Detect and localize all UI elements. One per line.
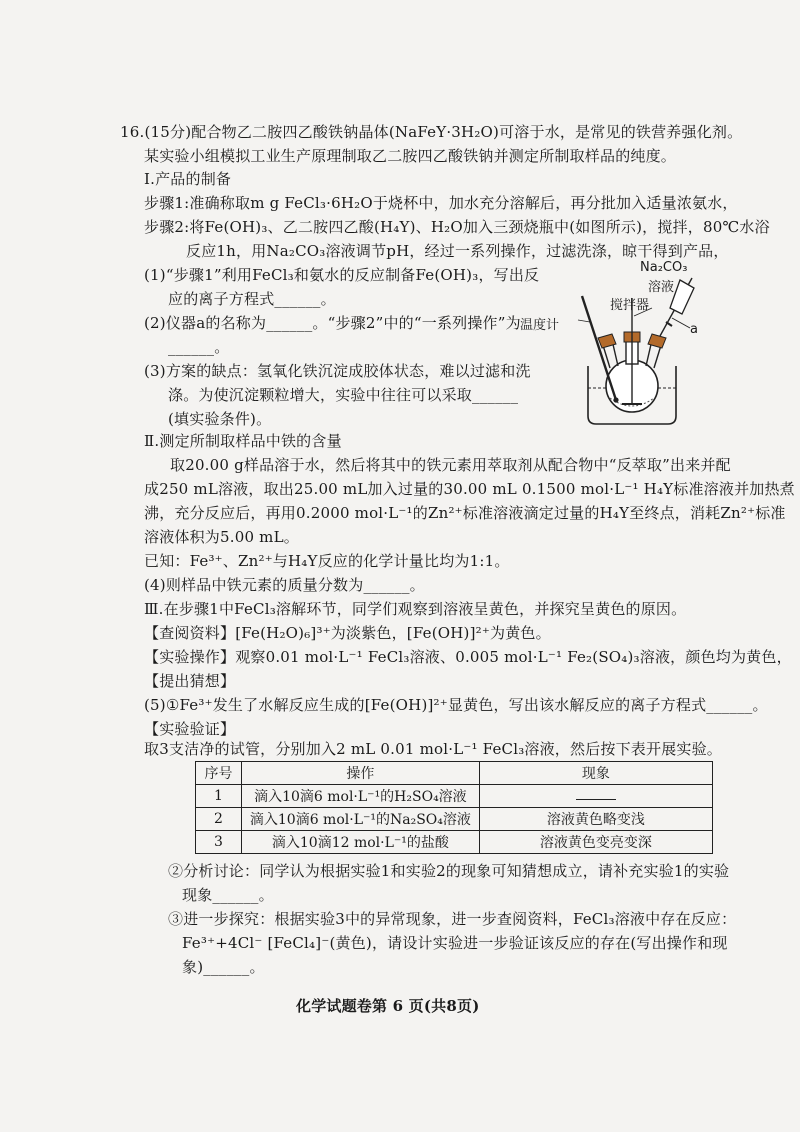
q5-3-line-1: ③进一步探究：根据实验3中的异常现象，进一步查阅资料，FeCl₃溶液中存在反应： [168,910,737,928]
three-neck-flask-apparatus [520,258,700,428]
q5-3-line-3: 象)______。 [182,958,265,976]
table-cell-phen-blank [479,785,712,808]
q4-text: (4)则样品中铁元素的质量分数为______。 [144,576,425,594]
table-row [196,831,713,854]
q3-line-2: 涤。为使沉淀颗粒增大，实验中往往可以采取______ [168,386,519,404]
table-cell-id: 2 [196,808,242,831]
part1-title: Ⅰ.产品的制备 [144,170,232,188]
step2-text-1: 步骤2:将Fe(OH)₃、乙二胺四乙酸(H₄Y)、H₂O加入三颈烧瓶中(如图所示)，搅拌，80℃水浴 [144,218,770,236]
table-cell-op: 滴入10滴6 mol·L⁻¹的H₂SO₄溶液 [241,785,479,808]
table-row [196,808,713,831]
label-thermometer: 温度计 [520,318,560,333]
q1-line-2: 应的离子方程式______。 [168,290,336,308]
page-footer: 化学试题卷第 6 页(共8页) [296,997,480,1015]
q3-line-1: (3)方案的缺点：氢氧化铁沉淀成胶体状态，难以过滤和洗 [144,362,531,380]
question-intro-line-2: 某实验小组模拟工业生产原理制取乙二胺四乙酸铁钠并测定所制取样品的纯度。 [144,147,677,165]
q5-3-line-2: Fe³⁺+4Cl⁻ [FeCl₄]⁻(黄色)，请设计实验进一步验证该反应的存在(写出操作和现 [182,934,728,952]
q1-line-1: (1)“步骤1”利用FeCl₃和氨水的反应制备Fe(OH)₃，写出反 [144,266,540,284]
part2-title: Ⅱ.测定所制取样品中铁的含量 [144,432,342,450]
table-header-row [196,762,713,785]
known-info: 已知：Fe³⁺、Zn²⁺与H₄Y反应的化学计量比均为1:1。 [144,552,510,570]
experiment-setup: 取3支洁净的试管，分别加入2 mL 0.01 mol·L⁻¹ FeCl₃溶液，然后按下表开展实验。 [144,740,723,758]
table-cell-op: 滴入10滴6 mol·L⁻¹的Na₂SO₄溶液 [241,808,479,831]
part2-para-3: 沸，充分反应后，再用0.2000 mol·L⁻¹的Zn²⁺标准溶液滴定过量的H₄Y至终点，消耗Zn²⁺标准 [144,504,786,522]
experiment-table [195,761,713,854]
q2-line-2: ______。 [168,338,230,356]
table-header: 序号 [196,762,242,785]
answer-blank [576,788,616,800]
question-intro-line-1: 16.(15分)配合物乙二胺四乙酸铁钠晶体(NaFeY·3H₂O)可溶于水，是常见的铁营养强化剂。 [120,123,743,141]
table-header: 现象 [479,762,712,785]
q2-line-1: (2)仪器a的名称为______。“步骤2”中的“一系列操作”为 [144,314,521,332]
label-a: a [690,322,698,337]
label-solution: 溶液 [648,280,675,295]
part2-para-1: 取20.00 g样品溶于水，然后将其中的铁元素用萃取剂从配合物中“反萃取”出来并配 [170,456,731,474]
reference-info: 【查阅资料】[Fe(H₂O)₆]³⁺为淡紫色，[Fe(OH)]²⁺为黄色。 [144,624,551,642]
part2-para-2: 成250 mL溶液，取出25.00 mL加入过量的30.00 mL 0.1500 mol·L⁻¹ H₄Y标准溶液并加热煮 [144,480,795,498]
q5-text: (5)①Fe³⁺发生了水解反应生成的[Fe(OH)]²⁺显黄色，写出该水解反应的离子方程式______。 [144,696,768,714]
label-stirrer: 搅拌器 [610,298,650,313]
step2-text-2: 反应1h，用Na₂CO₃溶液调节pH，经过一系列操作，过滤洗涤，晾干得到产品， [186,242,729,260]
table-cell-phen: 溶液黄色变亮变深 [479,831,712,854]
table-row [196,785,713,808]
part2-para-4: 溶液体积为5.00 mL。 [144,528,299,546]
hypothesis-heading: 【提出猜想】 [144,672,236,690]
q5-2-line-2: 现象______。 [182,886,274,904]
table-cell-id: 1 [196,785,242,808]
label-na2co3: Na₂CO₃ [640,260,688,275]
q5-2-line-1: ②分析讨论：同学认为根据实验1和实验2的现象可知猜想成立，请补充实验1的实验 [168,862,730,880]
part3-title: Ⅲ.在步骤1中FeCl₃溶解环节，同学们观察到溶液呈黄色，并探究呈黄色的原因。 [144,600,687,618]
table-cell-phen: 溶液黄色略变浅 [479,808,712,831]
table-header: 操作 [241,762,479,785]
table-cell-id: 3 [196,831,242,854]
step1-text: 步骤1:准确称取m g FeCl₃·6H₂O于烧杯中，加水充分溶解后，再分批加入适量浓氨水， [144,194,738,212]
operation-info: 【实验操作】观察0.01 mol·L⁻¹ FeCl₃溶液、0.005 mol·L⁻¹ Fe₂(SO₄)₃溶液，颜色均为黄色， [144,648,792,666]
q3-line-3: (填实验条件)。 [168,410,272,428]
table-cell-op: 滴入10滴12 mol·L⁻¹的盐酸 [241,831,479,854]
verify-heading: 【实验验证】 [144,720,236,738]
